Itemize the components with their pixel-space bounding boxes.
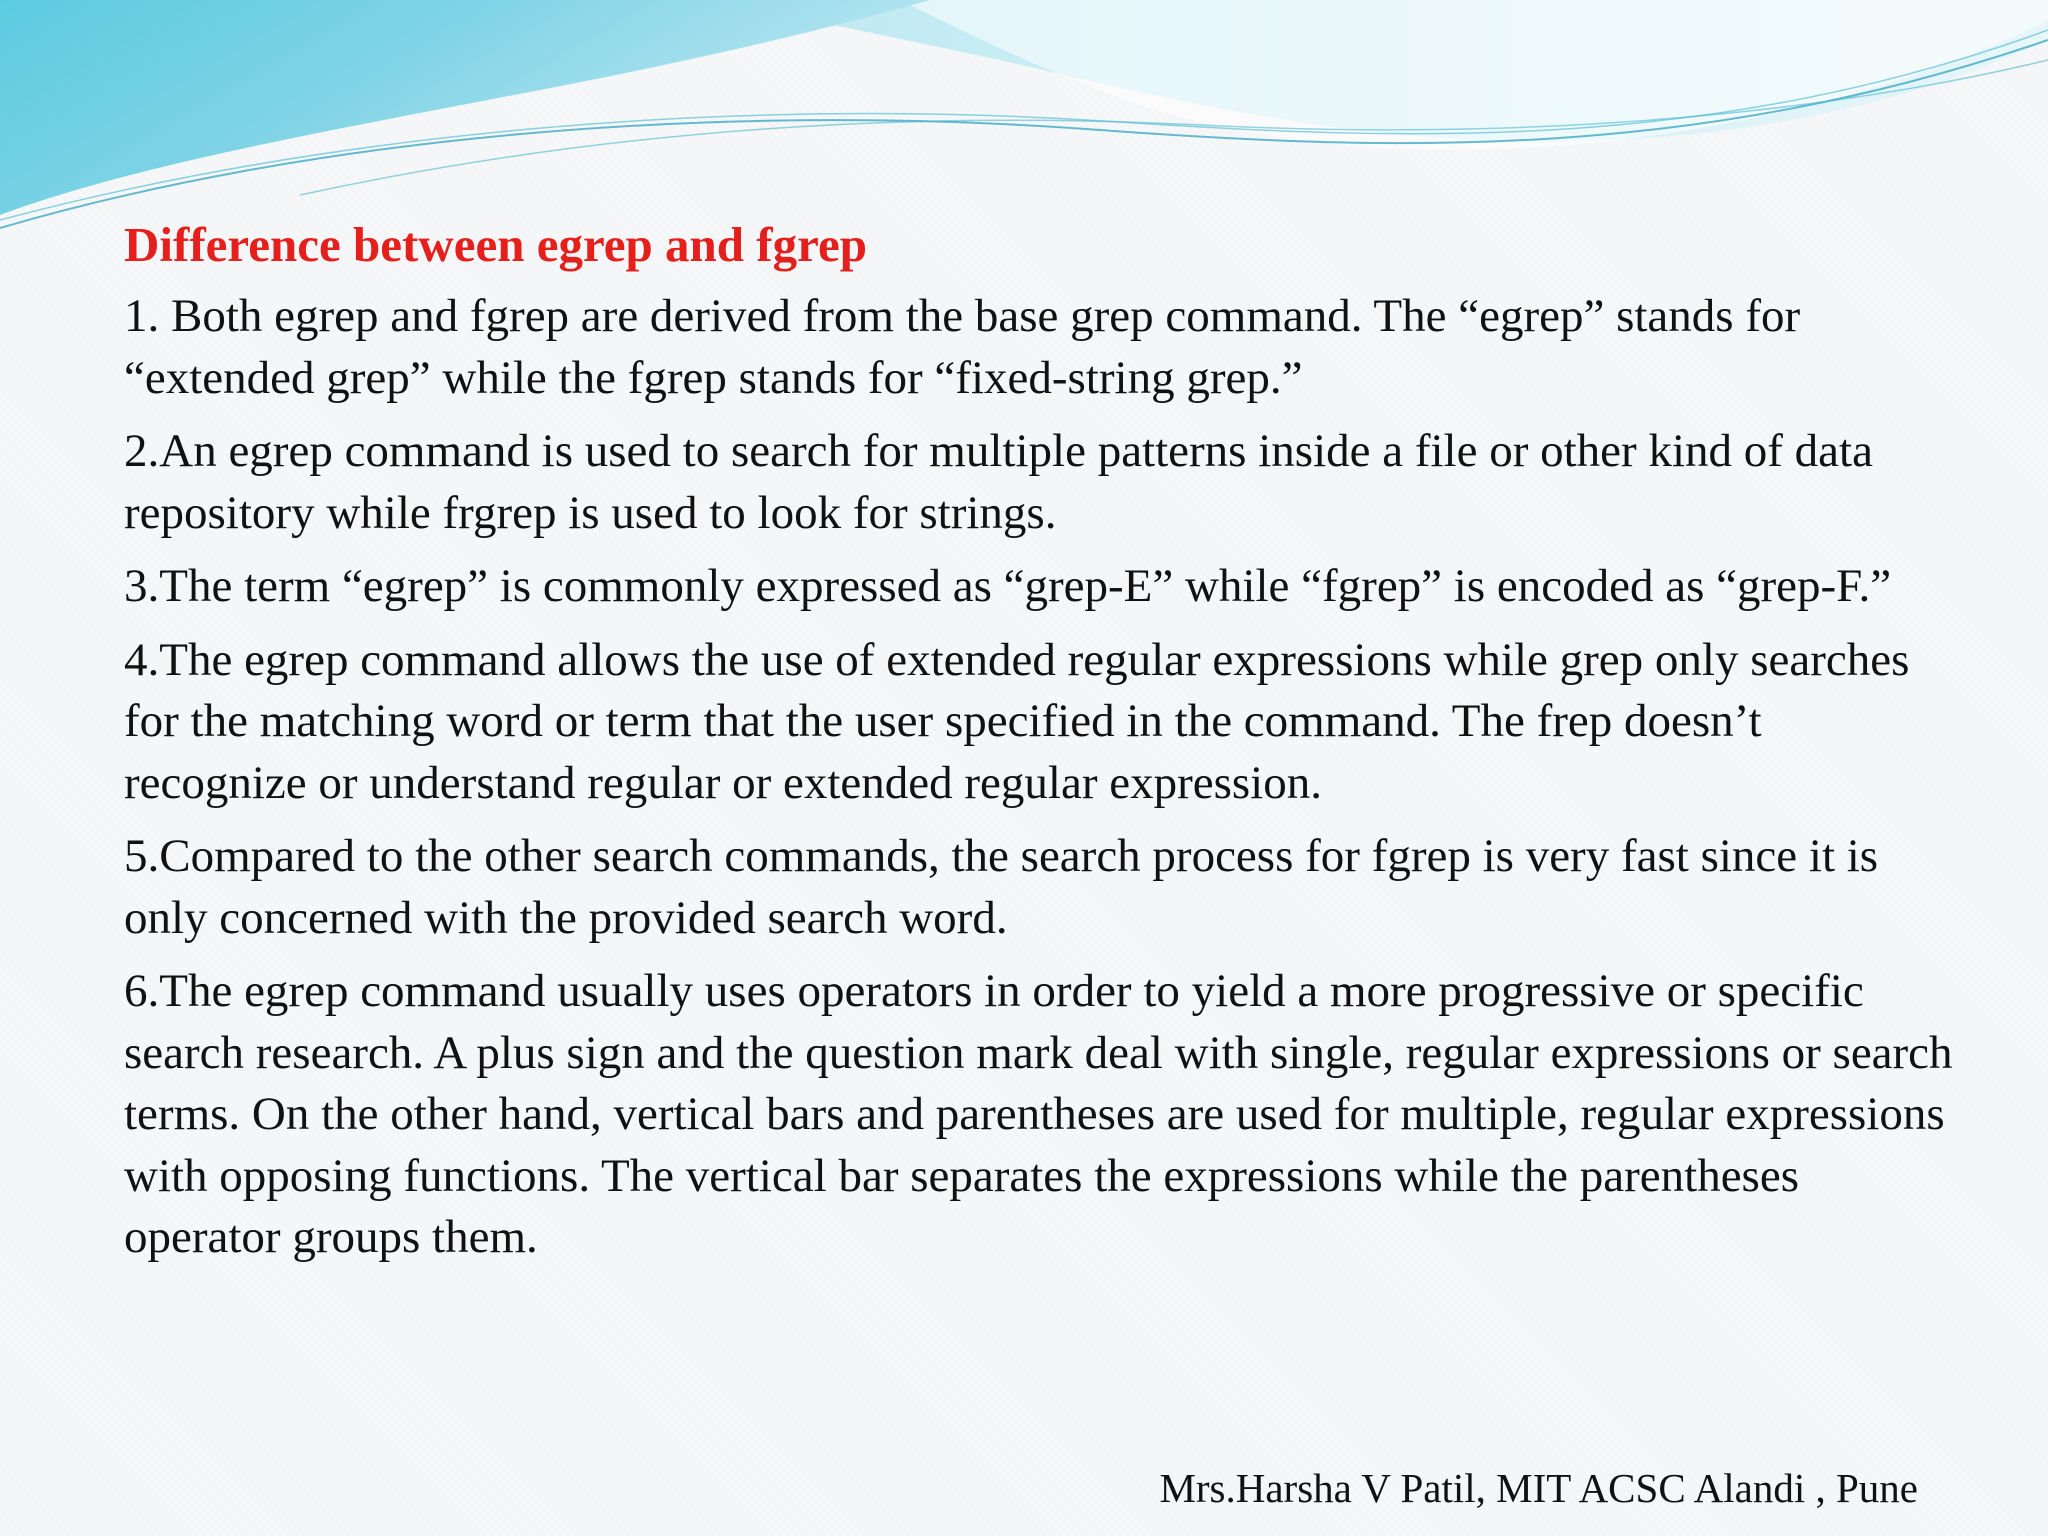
point-2: 2.An egrep command is used to search for multiple patterns inside a file or other kind of data repository while frgrep is used to look for strings. <box>124 425 1873 539</box>
point-4: 4.The egrep command allows the use of extended regular expressions while grep only searches for the matching word or term that the user specified in the command. The frep doesn’t recognize or understand regular or extended regular expression. <box>124 633 1910 809</box>
point-3: 3.The term “egrep” is commonly expressed as “grep-E” while “fgrep” is encoded as “grep-F.” <box>124 560 1892 612</box>
point-5: 5.Compared to the other search commands, the search process for fgrep is very fast since it is only concerned with the provided search word. <box>124 830 1879 944</box>
point-6: 6.The egrep command usually uses operators in order to yield a more progressive or specific search research. A plus sign and the question mark deal with single, regular expressions or search terms. On the other hand, vertical bars and parentheses are used for multiple, regular expressions with opposing functions. The vertical bar separates the expressions while the parentheses operator groups them. <box>124 965 1953 1263</box>
point-1: 1. Both egrep and fgrep are derived from the base grep command. The “egrep” stands for “extended grep” while the fgrep stands for “fixed-string grep.” <box>124 290 1801 404</box>
wave-front-shape <box>0 0 930 215</box>
slide-footer: Mrs.Harsha V Patil, MIT ACSC Alandi , Pune <box>1159 1465 1918 1511</box>
slide-title: Difference between egrep and fgrep <box>124 217 867 272</box>
slide-body <box>124 286 1954 1281</box>
